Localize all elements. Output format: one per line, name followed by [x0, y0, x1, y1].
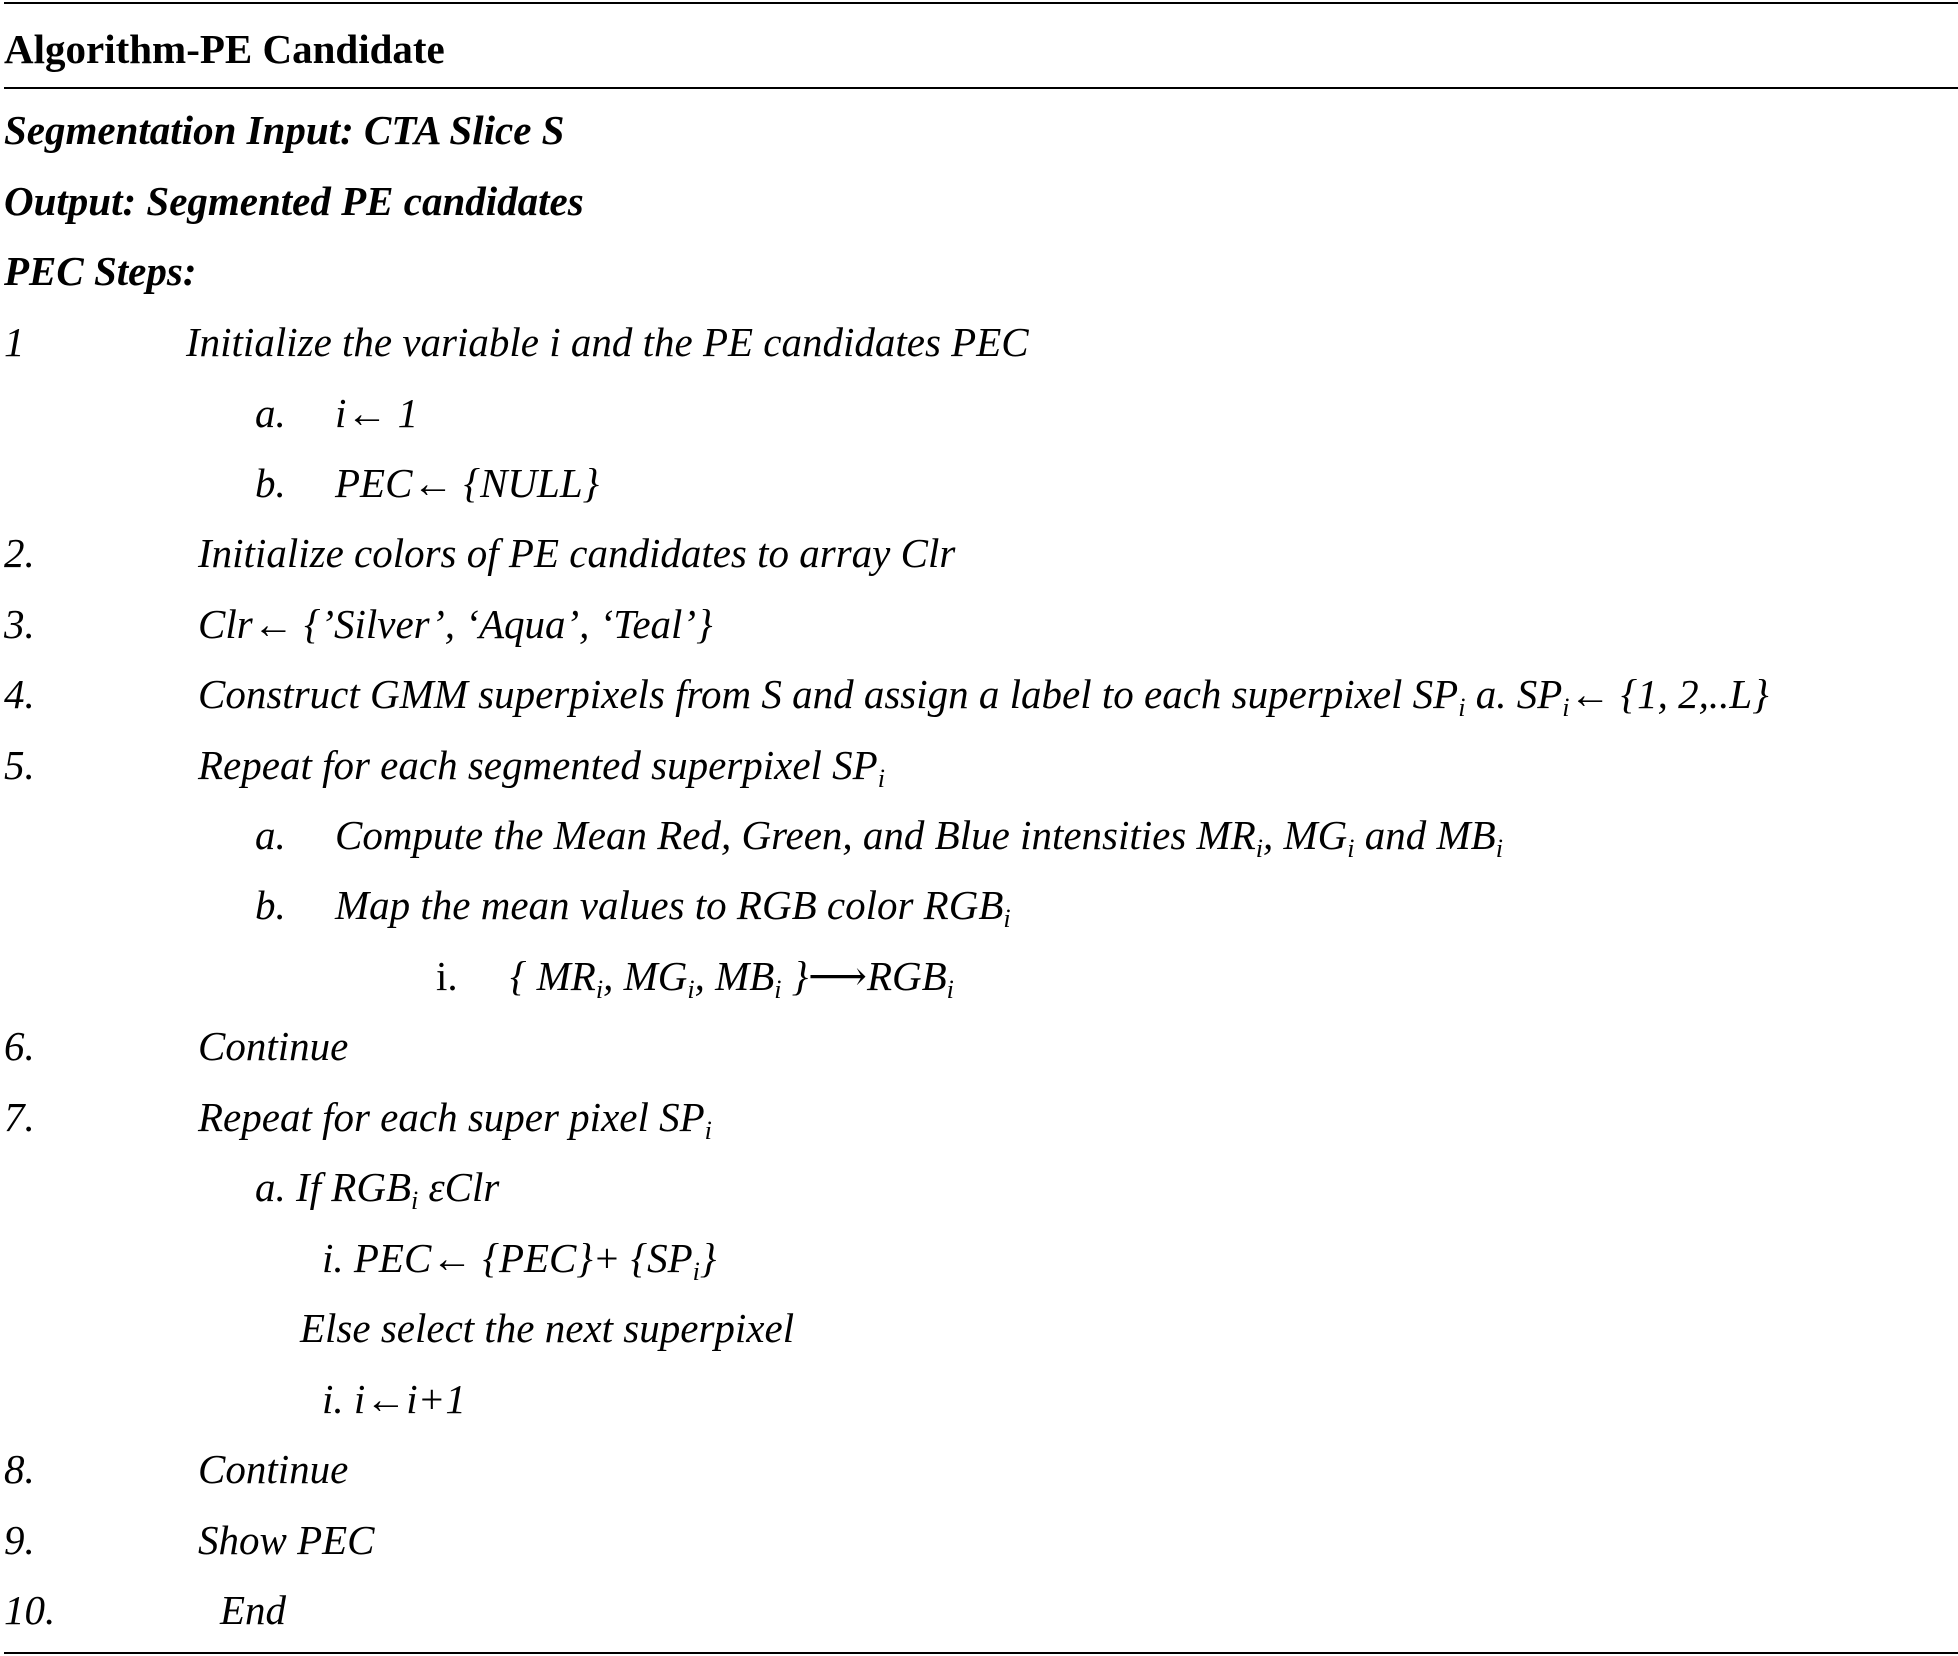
input-line: Segmentation Input: CTA Slice S: [4, 107, 565, 153]
step-number: 6.: [4, 1023, 35, 1069]
step-text: Repeat for each segmented superpixel $SP_i$: [198, 742, 885, 793]
substep-text: i. PEC← $\{PEC\}+ \{SP_i\}$: [322, 1235, 717, 1286]
step-number: 10.: [4, 1587, 56, 1633]
step-number: 7.: [4, 1094, 35, 1140]
header-rule: [4, 87, 1958, 89]
step-text: Show PEC: [198, 1517, 375, 1563]
step-number: 3.: [4, 601, 35, 647]
step-text: Construct GMM superpixels from S and assign a label to each superpixel $SP_i$ a. $SP_i\leftarrow$ {1, 2,..L}: [198, 671, 1769, 722]
substep-text: a. If $RGB_i$ εClr: [255, 1164, 500, 1215]
step-text: Initialize colors of PE candidates to array Clr: [198, 530, 956, 576]
top-rule: [4, 2, 1958, 4]
step-text: Clr← {’Silver’, ‘Aqua’, ‘Teal’}: [198, 601, 713, 647]
substep-label: i.: [436, 953, 458, 999]
steps-label: PEC Steps:: [4, 248, 197, 294]
step-number: 2.: [4, 530, 35, 576]
step-text: Continue: [198, 1023, 349, 1069]
output-line: Output: Segmented PE candidates: [4, 178, 584, 224]
step-text: Continue: [198, 1446, 349, 1492]
substep-text: { $MR_i$, $MG_i$, $MB_i$ }$⟶RGB_i$: [510, 953, 954, 1004]
substep-text: Else select the next superpixel: [300, 1305, 795, 1351]
step-number: 8.: [4, 1446, 35, 1492]
substep-label: a.: [255, 812, 286, 858]
step-number: 1: [4, 319, 25, 365]
substep-text: i. i←i+1: [322, 1376, 466, 1422]
step-number: 4.: [4, 671, 35, 717]
step-text: Repeat for each super pixel $SP_i$: [198, 1094, 712, 1145]
substep-label: b.: [255, 882, 286, 928]
step-number: 5.: [4, 742, 35, 788]
substep-text: Map the mean values to RGB color $RGB_i$: [335, 882, 1011, 933]
bottom-rule: [4, 1652, 1958, 1654]
substep-label: a.: [255, 390, 286, 436]
step-number: 9.: [4, 1517, 35, 1563]
algorithm-title: Algorithm-PE Candidate: [4, 26, 445, 72]
substep-text: PEC← {NULL}: [335, 460, 600, 506]
step-text: End: [220, 1587, 287, 1633]
substep-text: i← 1: [335, 390, 419, 436]
step-text: Initialize the variable i and the PE candidates PEC: [186, 319, 1029, 365]
substep-label: b.: [255, 460, 286, 506]
substep-text: Compute the Mean Red, Green, and Blue intensities $MR_i$, $MG_i$ and $MB_i$: [335, 812, 1503, 863]
